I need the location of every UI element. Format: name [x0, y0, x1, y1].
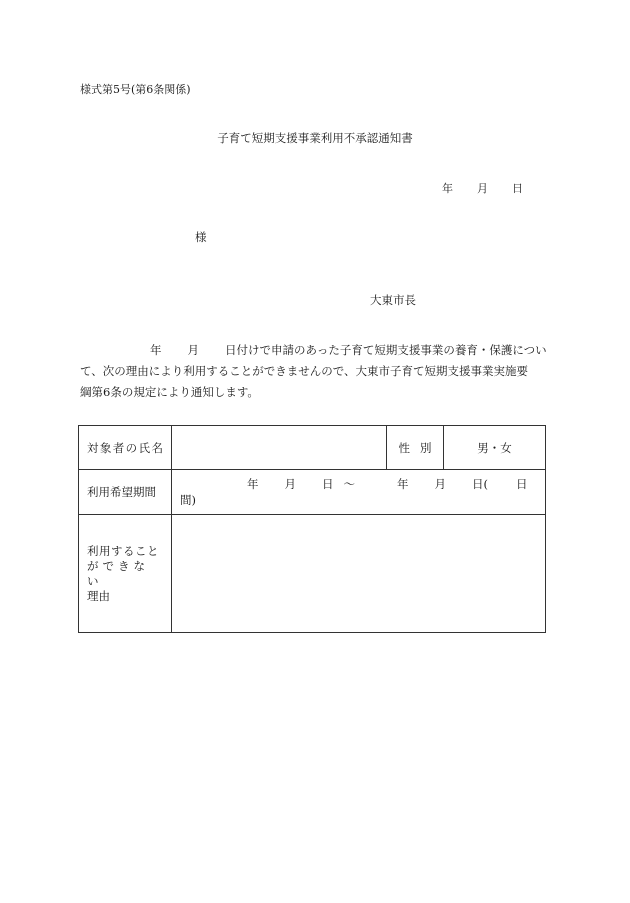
document-title-text: 子育て短期支援事業利用不承認通知書 — [217, 131, 413, 145]
date-day: 日 — [512, 182, 523, 195]
body-line-1 — [80, 340, 550, 361]
recipient-honorific: 様 — [195, 230, 207, 244]
body-line-3: 綱第6条の規定により通知します。 — [80, 385, 259, 399]
body-year: 年 — [150, 343, 162, 357]
issue-date — [442, 180, 523, 196]
period-end-month: 月 — [434, 477, 446, 491]
gender-label-cell — [387, 426, 444, 470]
date-year: 年 — [442, 182, 453, 195]
date-month: 月 — [477, 182, 488, 195]
reason-label-cell — [79, 515, 172, 633]
gender-value-cell[interactable] — [444, 426, 546, 470]
reason-label-yu: 由 — [98, 588, 110, 603]
gender-value: 男・女 — [477, 440, 512, 455]
document-title — [0, 130, 630, 146]
reason-label-line-1: 利用すること — [87, 543, 159, 558]
period-tilde: ～ — [343, 477, 355, 491]
form-number: 様式第5号(第6条関係) — [80, 83, 191, 96]
period-start-year: 年 — [247, 477, 259, 491]
period-label: 利用希望期間 — [87, 485, 156, 499]
table-row-reason — [79, 515, 546, 633]
reason-value-cell[interactable] — [172, 515, 546, 633]
sender-name: 大東市長 — [370, 293, 416, 307]
period-value-cell[interactable] — [172, 470, 546, 515]
name-input-cell[interactable] — [172, 426, 387, 470]
body-line-1-text: 日付けで申請のあった子育て短期支援事業の養育・保護につい — [225, 343, 547, 357]
table-row-period — [79, 470, 546, 515]
notice-body — [80, 340, 550, 403]
period-end-day: 日( — [472, 477, 488, 491]
name-label: 対 象 者 の 氏 名 — [87, 440, 163, 455]
reason-label-line-2: ができない — [87, 558, 149, 588]
period-start-month: 月 — [284, 477, 296, 491]
reason-label-line-3 — [87, 589, 163, 604]
period-start-day: 日 — [322, 477, 334, 491]
period-days: 日間) — [180, 477, 528, 507]
info-table — [78, 425, 546, 633]
gender-label-2: 別 — [420, 440, 432, 455]
table-row-name — [79, 426, 546, 470]
name-label-cell — [79, 426, 172, 470]
gender-label-1: 性 — [398, 440, 410, 455]
body-line-2: て、次の理由により利用することができませんので、大東市子育て短期支援事業実施要 — [80, 364, 529, 378]
period-end-year: 年 — [397, 477, 409, 491]
period-label-cell — [79, 470, 172, 515]
body-month: 月 — [187, 343, 199, 357]
reason-label-ri: 理 — [87, 588, 99, 603]
